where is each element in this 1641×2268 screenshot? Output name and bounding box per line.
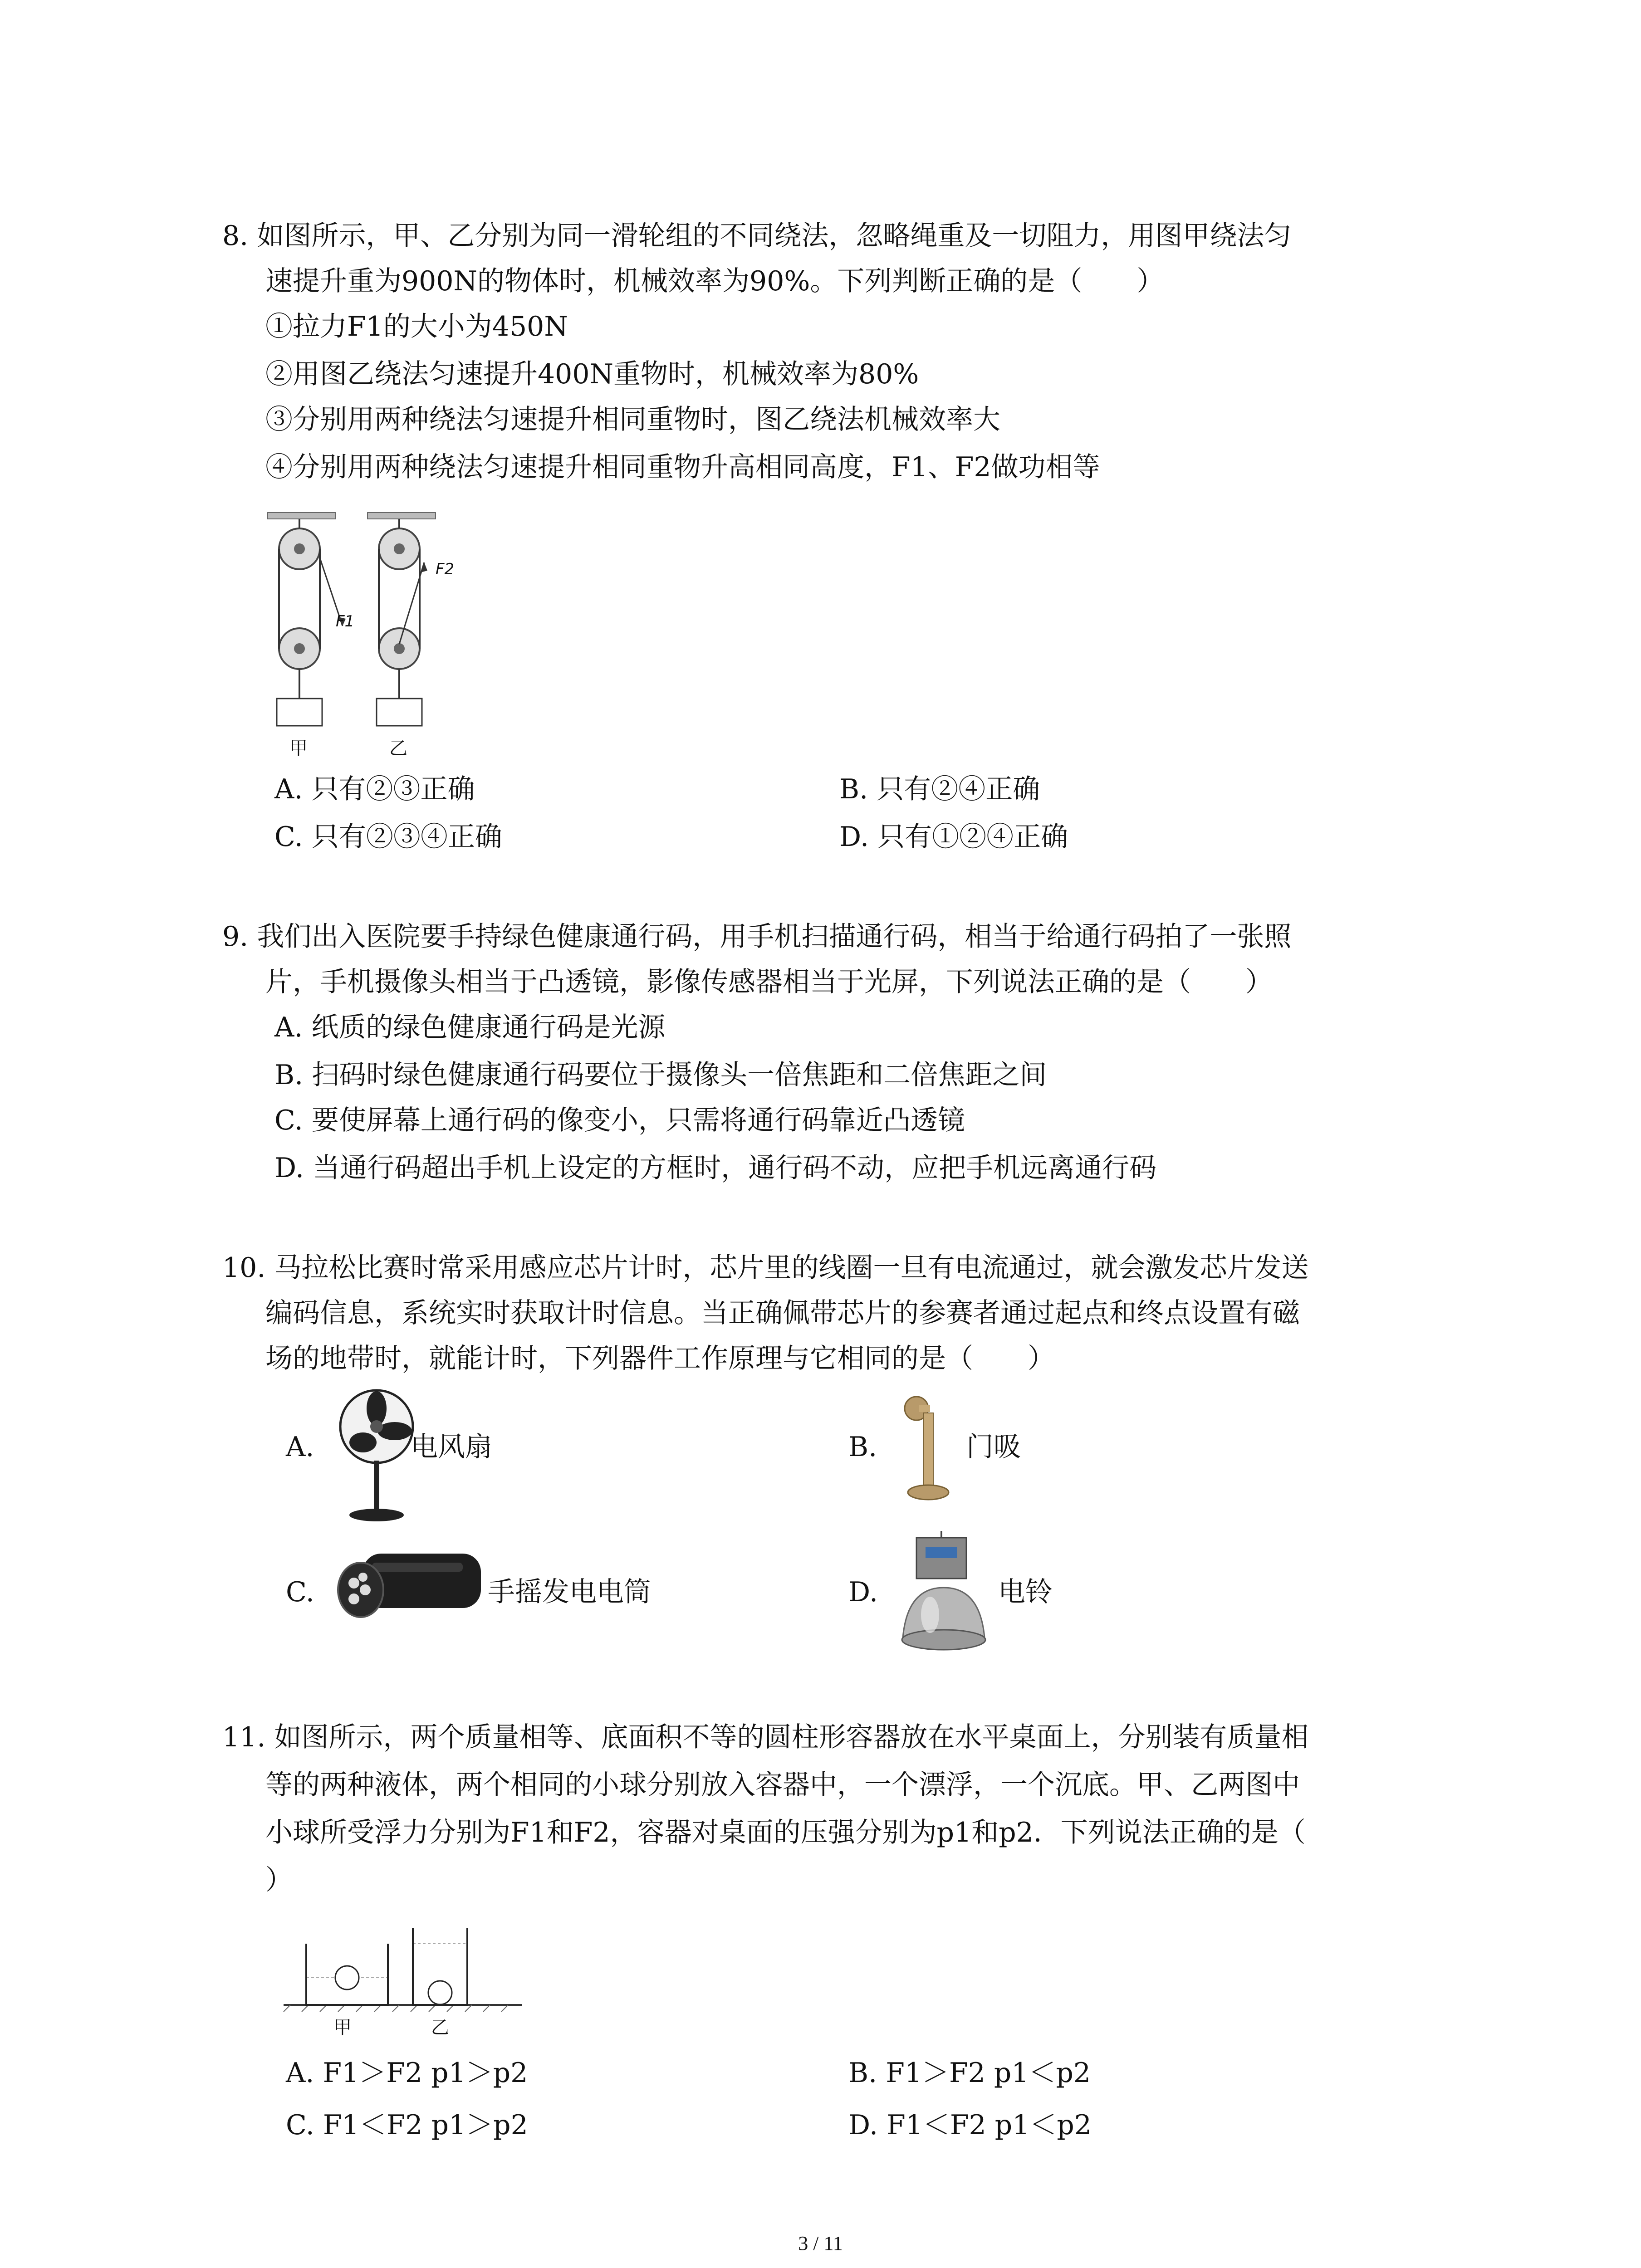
page-number: 3 / 11 <box>798 2232 843 2254</box>
q9-option-a[interactable]: A. 纸质的绿色健康通行码是光源 <box>274 1012 666 1043</box>
q9-stem-line-2: 片，手机摄像头相当于凸透镜，影像传感器相当于光屏，下列说法正确的是（ ） <box>265 966 1273 998</box>
door-stopper-icon <box>898 1395 953 1508</box>
q8-option-b[interactable]: B. 只有②④正确 <box>839 773 1040 805</box>
q8-f2-label: F2 <box>436 560 455 578</box>
q10-option-a-letter[interactable]: A. <box>286 1431 314 1463</box>
q11-option-c[interactable]: C. F1＜F2 p1＞p2 <box>286 2109 528 2141</box>
q9-option-b[interactable]: B. 扫码时绿色健康通行码要位于摄像头一倍焦距和二倍焦距之间 <box>274 1059 1047 1091</box>
q11-option-a[interactable]: A. F1＞F2 p1＞p2 <box>286 2057 528 2089</box>
q10-stem-line-2: 编码信息，系统实时获取计时信息。当正确佩带芯片的参赛者通过起点和终点设置有磁 <box>265 1297 1300 1329</box>
q11-label-yi: 乙 <box>431 2017 449 2038</box>
q8-label-jia: 甲 <box>289 738 308 759</box>
q11-containers-figure <box>281 1921 526 2016</box>
q10-option-d-text[interactable]: 电铃 <box>998 1576 1053 1608</box>
q9-option-d[interactable]: D. 当通行码超出手机上设定的方框时，通行码不动，应把手机远离通行码 <box>274 1152 1157 1184</box>
q10-option-b-text[interactable]: 门吸 <box>966 1431 1021 1463</box>
q8-f1-label: F1 <box>336 612 355 631</box>
q9-stem-line-1: 9. 我们出入医院要手持绿色健康通行码，用手机扫描通行码，相当于给通行码拍了一张照 <box>222 921 1292 953</box>
q8-statement-4: ④分别用两种绕法匀速提升相同重物升高相同高度，F1、F2做功相等 <box>265 451 1100 483</box>
q8-statement-2: ②用图乙绕法匀速提升400N重物时，机械效率为80% <box>265 358 919 390</box>
electric-fan-icon <box>336 1388 417 1524</box>
electric-bell-icon <box>898 1529 989 1665</box>
q10-stem-line-3: 场的地带时，就能计时，下列器件工作原理与它相同的是（ ） <box>265 1343 1055 1374</box>
q11-stem-line-3: 小球所受浮力分别为F1和F2，容器对桌面的压强分别为p1和p2．下列说法正确的是（ <box>265 1817 1306 1848</box>
q9-option-c[interactable]: C. 要使屏幕上通行码的像变小，只需将通行码靠近凸透镜 <box>274 1105 965 1136</box>
q8-statement-3: ③分别用两种绕法匀速提升相同重物时，图乙绕法机械效率大 <box>265 404 1000 435</box>
q10-option-c-letter[interactable]: C. <box>286 1576 314 1608</box>
q11-option-d[interactable]: D. F1＜F2 p1＜p2 <box>848 2109 1092 2141</box>
q8-stem-line-2: 速提升重为900N的物体时，机械效率为90%。下列判断正确的是（ ） <box>265 265 1164 297</box>
q8-option-c[interactable]: C. 只有②③④正确 <box>274 821 502 853</box>
q11-stem-line-1: 11. 如图所示，两个质量相等、底面积不等的圆柱形容器放在水平桌面上，分别装有质量相 <box>222 1721 1309 1753</box>
q11-stem-line-4: ） <box>265 1864 293 1896</box>
q11-option-b[interactable]: B. F1＞F2 p1＜p2 <box>848 2057 1091 2089</box>
hand-crank-flashlight-icon <box>336 1540 485 1631</box>
q10-stem-line-1: 10. 马拉松比赛时常采用感应芯片计时，芯片里的线圈一旦有电流通过，就会激发芯片发送 <box>222 1252 1309 1284</box>
q8-pulley-figure <box>263 508 454 771</box>
q8-option-a[interactable]: A. 只有②③正确 <box>274 773 475 805</box>
q8-label-yi: 乙 <box>389 738 407 759</box>
q8-statement-1: ①拉力F1的大小为450N <box>265 311 568 342</box>
q11-stem-line-2: 等的两种液体，两个相同的小球分别放入容器中，一个漂浮，一个沉底。甲、乙两图中 <box>265 1769 1300 1801</box>
q8-stem-line-1: 8. 如图所示，甲、乙分别为同一滑轮组的不同绕法，忽略绳重及一切阻力，用图甲绕法匀 <box>222 220 1292 252</box>
q10-option-b-letter[interactable]: B. <box>848 1431 877 1463</box>
q10-option-c-text[interactable]: 手摇发电电筒 <box>488 1576 651 1608</box>
q11-label-jia: 甲 <box>333 2017 352 2038</box>
q10-option-a-text[interactable]: 电风扇 <box>411 1431 492 1463</box>
q10-option-d-letter[interactable]: D. <box>848 1576 878 1608</box>
q8-option-d[interactable]: D. 只有①②④正确 <box>839 821 1068 853</box>
